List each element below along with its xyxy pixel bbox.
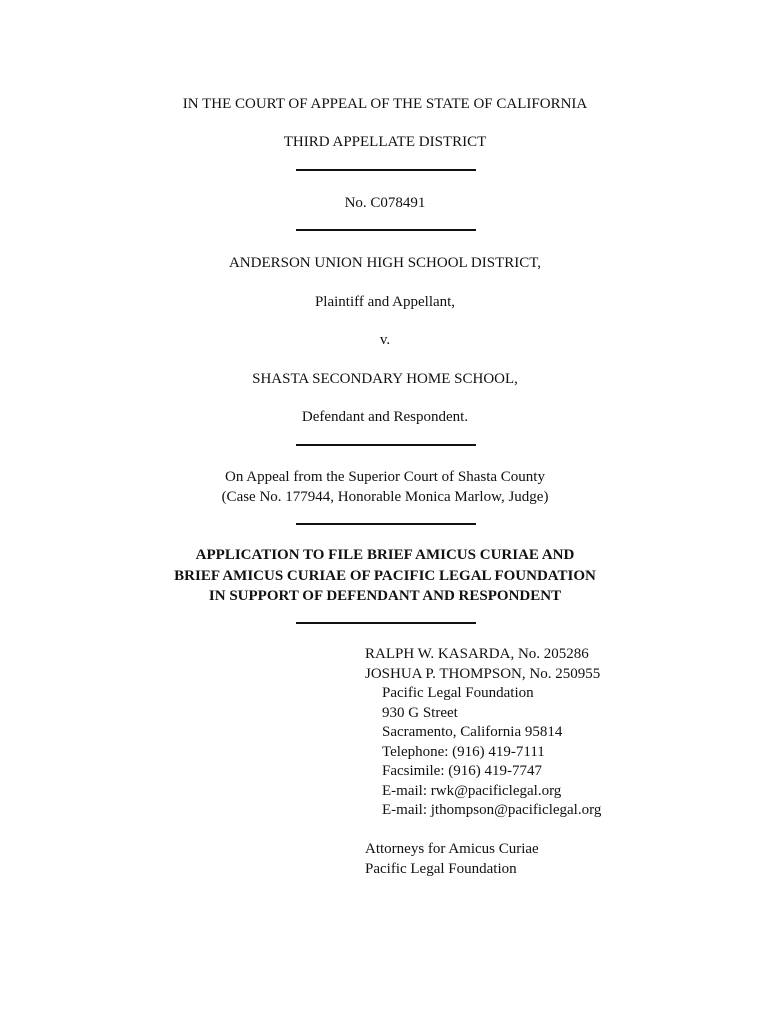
facsimile-number: Facsimile: (916) 419-7747 xyxy=(382,763,542,779)
defendant-role: Defendant and Respondent. xyxy=(301,409,469,425)
counsel-block xyxy=(365,645,601,821)
court-name: IN THE COURT OF APPEAL OF THE STATE OF CALIFORNIA xyxy=(182,96,588,112)
divider-rule xyxy=(296,622,476,624)
attorney-name: RALPH W. KASARDA, No. 205286 xyxy=(365,646,589,662)
brief-title-line2: BRIEF AMICUS CURIAE OF PACIFIC LEGAL FOUNDATION xyxy=(174,568,596,584)
organization-name: Pacific Legal Foundation xyxy=(382,685,534,701)
attorneys-for-line1: Attorneys for Amicus Curiae xyxy=(365,841,539,857)
telephone-number: Telephone: (916) 419-7111 xyxy=(382,743,545,760)
versus-text: v. xyxy=(379,332,391,348)
case-number: No. C078491 xyxy=(344,195,426,211)
appeal-source-line1: On Appeal from the Superior Court of Shasta County xyxy=(225,469,545,485)
attorneys-for-line2: Pacific Legal Foundation xyxy=(365,860,517,877)
attorneys-for-block xyxy=(365,840,539,879)
divider-rule xyxy=(296,229,476,231)
appeal-source-line2: (Case No. 177944, Honorable Monica Marlow, Judge) xyxy=(221,489,549,505)
email-address: E-mail: rwk@pacificlegal.org xyxy=(382,782,562,799)
street-address: 930 G Street xyxy=(382,704,458,721)
brief-title-line1: APPLICATION TO FILE BRIEF AMICUS CURIAE AND xyxy=(195,547,575,563)
defendant-name: SHASTA SECONDARY HOME SCHOOL, xyxy=(252,371,518,387)
district-name: THIRD APPELLATE DISTRICT xyxy=(283,134,487,150)
city-address: Sacramento, California 95814 xyxy=(382,724,563,740)
divider-rule xyxy=(296,169,476,171)
brief-title-line3: IN SUPPORT OF DEFENDANT AND RESPONDENT xyxy=(208,588,562,604)
divider-rule xyxy=(296,444,476,446)
plaintiff-name: ANDERSON UNION HIGH SCHOOL DISTRICT, xyxy=(228,255,542,271)
plaintiff-role: Plaintiff and Appellant, xyxy=(314,294,456,310)
email-address: E-mail: jthompson@pacificlegal.org xyxy=(382,802,602,818)
divider-rule xyxy=(296,523,476,525)
attorney-name: JOSHUA P. THOMPSON, No. 250955 xyxy=(365,665,601,682)
